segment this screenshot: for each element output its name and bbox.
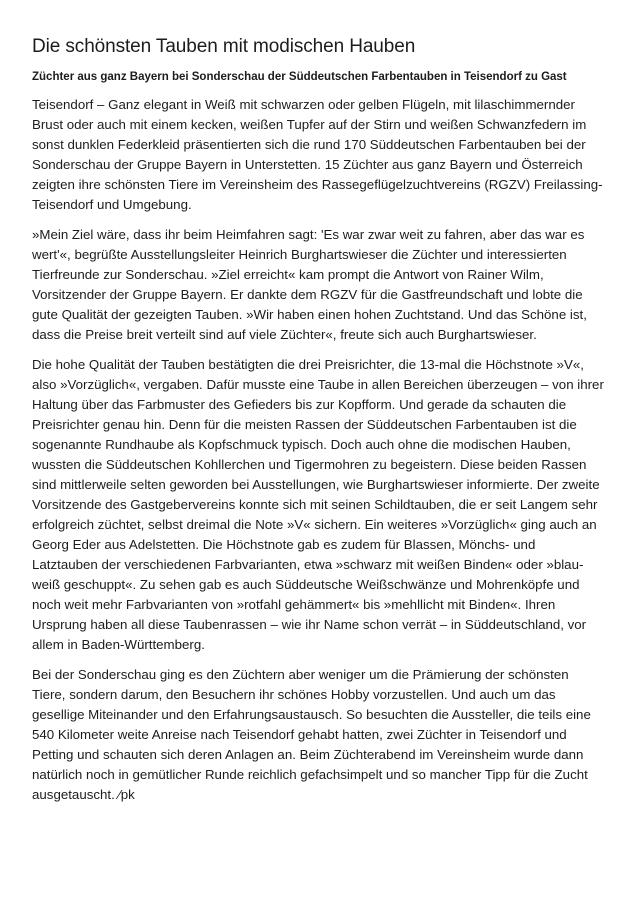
article-paragraph-2: »Mein Ziel wäre, dass ihr beim Heimfahren sagt: 'Es war zwar weit zu fahren, aber das war es wert'«, begrüßte Ausstellungsleiter Heinrich Burghartswieser die Züchter und interessierten Tierfreunde zur Sonderschau. »Ziel erreicht« kam prompt die Antwort von Rainer Wilm, Vorsitzender der Gruppe Bayern. Er dankte dem RGZV für die Gastfreundschaft und lobte die gute Qualität der gezeigten Tauben. »Wir haben einen hohen Zuchtstand. Und das Schöne ist, dass die Preise breit verteilt sind auf viele Züchter«, freute sich auch Burghartswieser. bbox=[32, 227, 587, 342]
article bbox=[32, 34, 604, 805]
article-paragraph-4: Bei der Sonderschau ging es den Züchtern aber weniger um die Prämierung der schönsten Tiere, sondern darum, den Besuchern ihr schönes Hobby vorzustellen. Und auch um das gesellige Miteinander und den Erfahrungsaustausch. So besuchten die Aussteller, die teils eine 540 Kilometer weite Anreise nach Teisendorf gehabt hatten, zwei Züchter in Teisendorf und Petting und schauten sich deren Anlagen an. Beim Züchterabend im Vereinsheim wurde dann natürlich noch in gemütlicher Runde reichlich gefachsimpelt und so mancher Tipp für die Zucht ausgetauscht. ⁄pk bbox=[32, 667, 591, 802]
article-paragraph-3: Die hohe Qualität der Tauben bestätigten die drei Preisrichter, die 13-mal die Höchstnote »V«, also »Vorzüglich«, vergaben. Dafür musste eine Taube in allen Bereichen überzeugen – von ihrer Haltung über das Farbmuster des Gefieders bis zur Kopfform. Und gerade da schauten die Preisrichter genau hin. Denn für die meisten Rassen der Süddeutschen Farbentauben ist die sogenannte Rundhaube als Kopfschmuck typisch. Doch auch ohne die modischen Hauben, wussten die Süddeutschen Kohllerchen und Tigermohren zu begeistern. Diese beiden Rassen sind mittlerweile selten geworden bei Ausstellungen, wie Burghartswieser informierte. Der zweite Vorsitzende des Gastgebervereins konnte sich mit seinen Schildtauben, die er seit Langem sehr erfolgreich züchtet, selbst dreimal die Note »V« sichern. Ein weiteres »Vorzüglich« ging auch an Georg Eder aus Adelstetten. Die Höchstnote gab es zudem für Blassen, Mönchs- und Latztauben der verschiedenen Farbvarianten, etwa »schwarz mit weißen Binden« oder »blau-weiß geschuppt«. Zu sehen gab es auch Süddeutsche Weißschwänze und Mohrenköpfe und noch weit mehr Farbvarianten von »rotfahl gehämmert« bis »mehllicht mit Binden«. Ihren Ursprung haben all diese Taubenrassen – wie ihr Name schon verrät – in Süddeutschland, vor allem in Baden-Württemberg. bbox=[32, 357, 604, 652]
article-title: Die schönsten Tauben mit modischen Hauben bbox=[32, 36, 416, 57]
article-paragraph-1: Teisendorf – Ganz elegant in Weiß mit schwarzen oder gelben Flügeln, mit lilaschimmernder Brust oder auch mit einem kecken, weißen Tupfer auf der Stirn und weißen Schwanzfedern im sonst dunklen Federkleid präsentierten sich die rund 170 Süddeutschen Farbentauben bei der Sonderschau der Gruppe Bayern in Unterstetten. 15 Züchter aus ganz Bayern und Österreich zeigten ihre schönsten Tiere im Vereinsheim des Rassegeflügelzuchtvereins (RGZV) Freilassing-Teisendorf und Umgebung. bbox=[32, 97, 603, 212]
article-subtitle: Züchter aus ganz Bayern bei Sonderschau der Süddeutschen Farbentauben in Teisendorf zu Gast bbox=[32, 71, 567, 83]
